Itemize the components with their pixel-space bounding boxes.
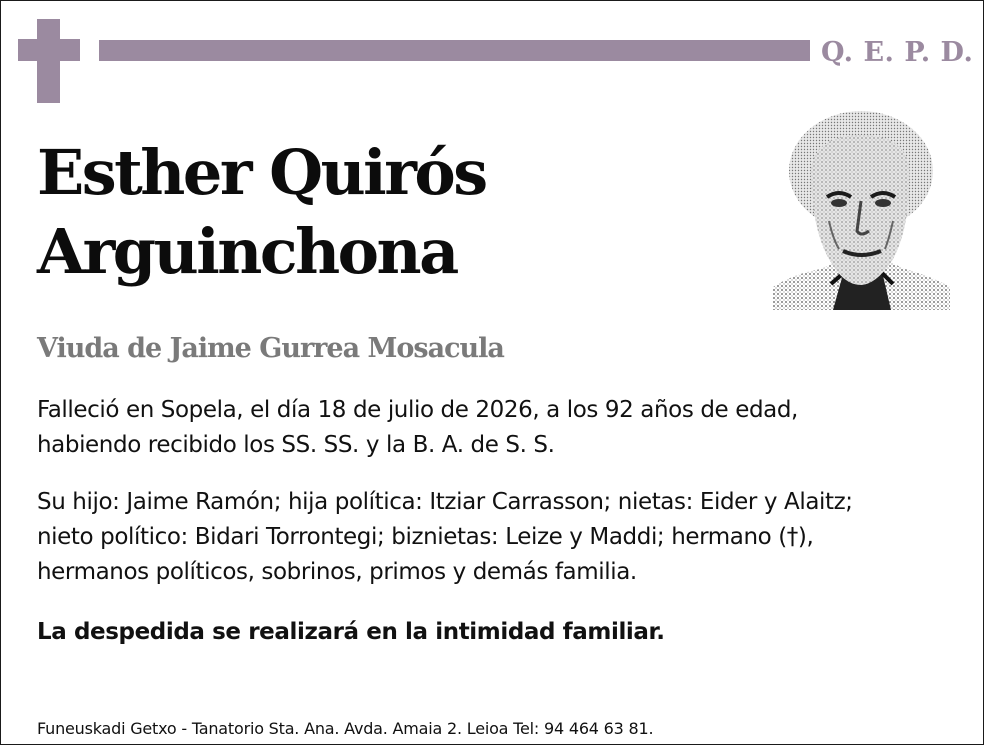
subtitle-widow-of: Viuda de Jaime Gurrea Mosacula [37, 333, 504, 364]
header-rule [99, 40, 810, 61]
cross-icon [18, 19, 80, 103]
paragraph-line: Falleció en Sopela, el día 18 de julio de 2026, a los 92 años de edad, [37, 397, 798, 423]
portrait-photo [773, 109, 950, 310]
paragraph-line: hermanos políticos, sobrinos, primos y demás familia. [37, 559, 637, 585]
funeral-home-footer: Funeuskadi Getxo - Tanatorio Sta. Ana. Avda. Amaia 2. Leioa Tel: 94 464 63 81. [37, 719, 654, 738]
paragraph-line: habiendo recibido los SS. SS. y la B. A. de S. S. [37, 432, 555, 458]
deceased-name [37, 133, 486, 291]
paragraph-line: nieto político: Bidari Torrontegi; biznietas: Leize y Maddi; hermano (†), [37, 524, 814, 550]
name-line-1: Esther Quirós [37, 136, 486, 209]
paragraph-line: Su hijo: Jaime Ramón; hija política: Itziar Carrasson; nietas: Eider y Alaitz; [37, 489, 853, 515]
farewell-notice: La despedida se realizará en la intimidad familiar. [37, 619, 665, 645]
family-paragraph [37, 485, 853, 590]
qepd-label: Q. E. P. D. [821, 37, 974, 68]
name-line-2: Arguinchona [37, 215, 457, 288]
death-notice-paragraph [37, 393, 798, 463]
